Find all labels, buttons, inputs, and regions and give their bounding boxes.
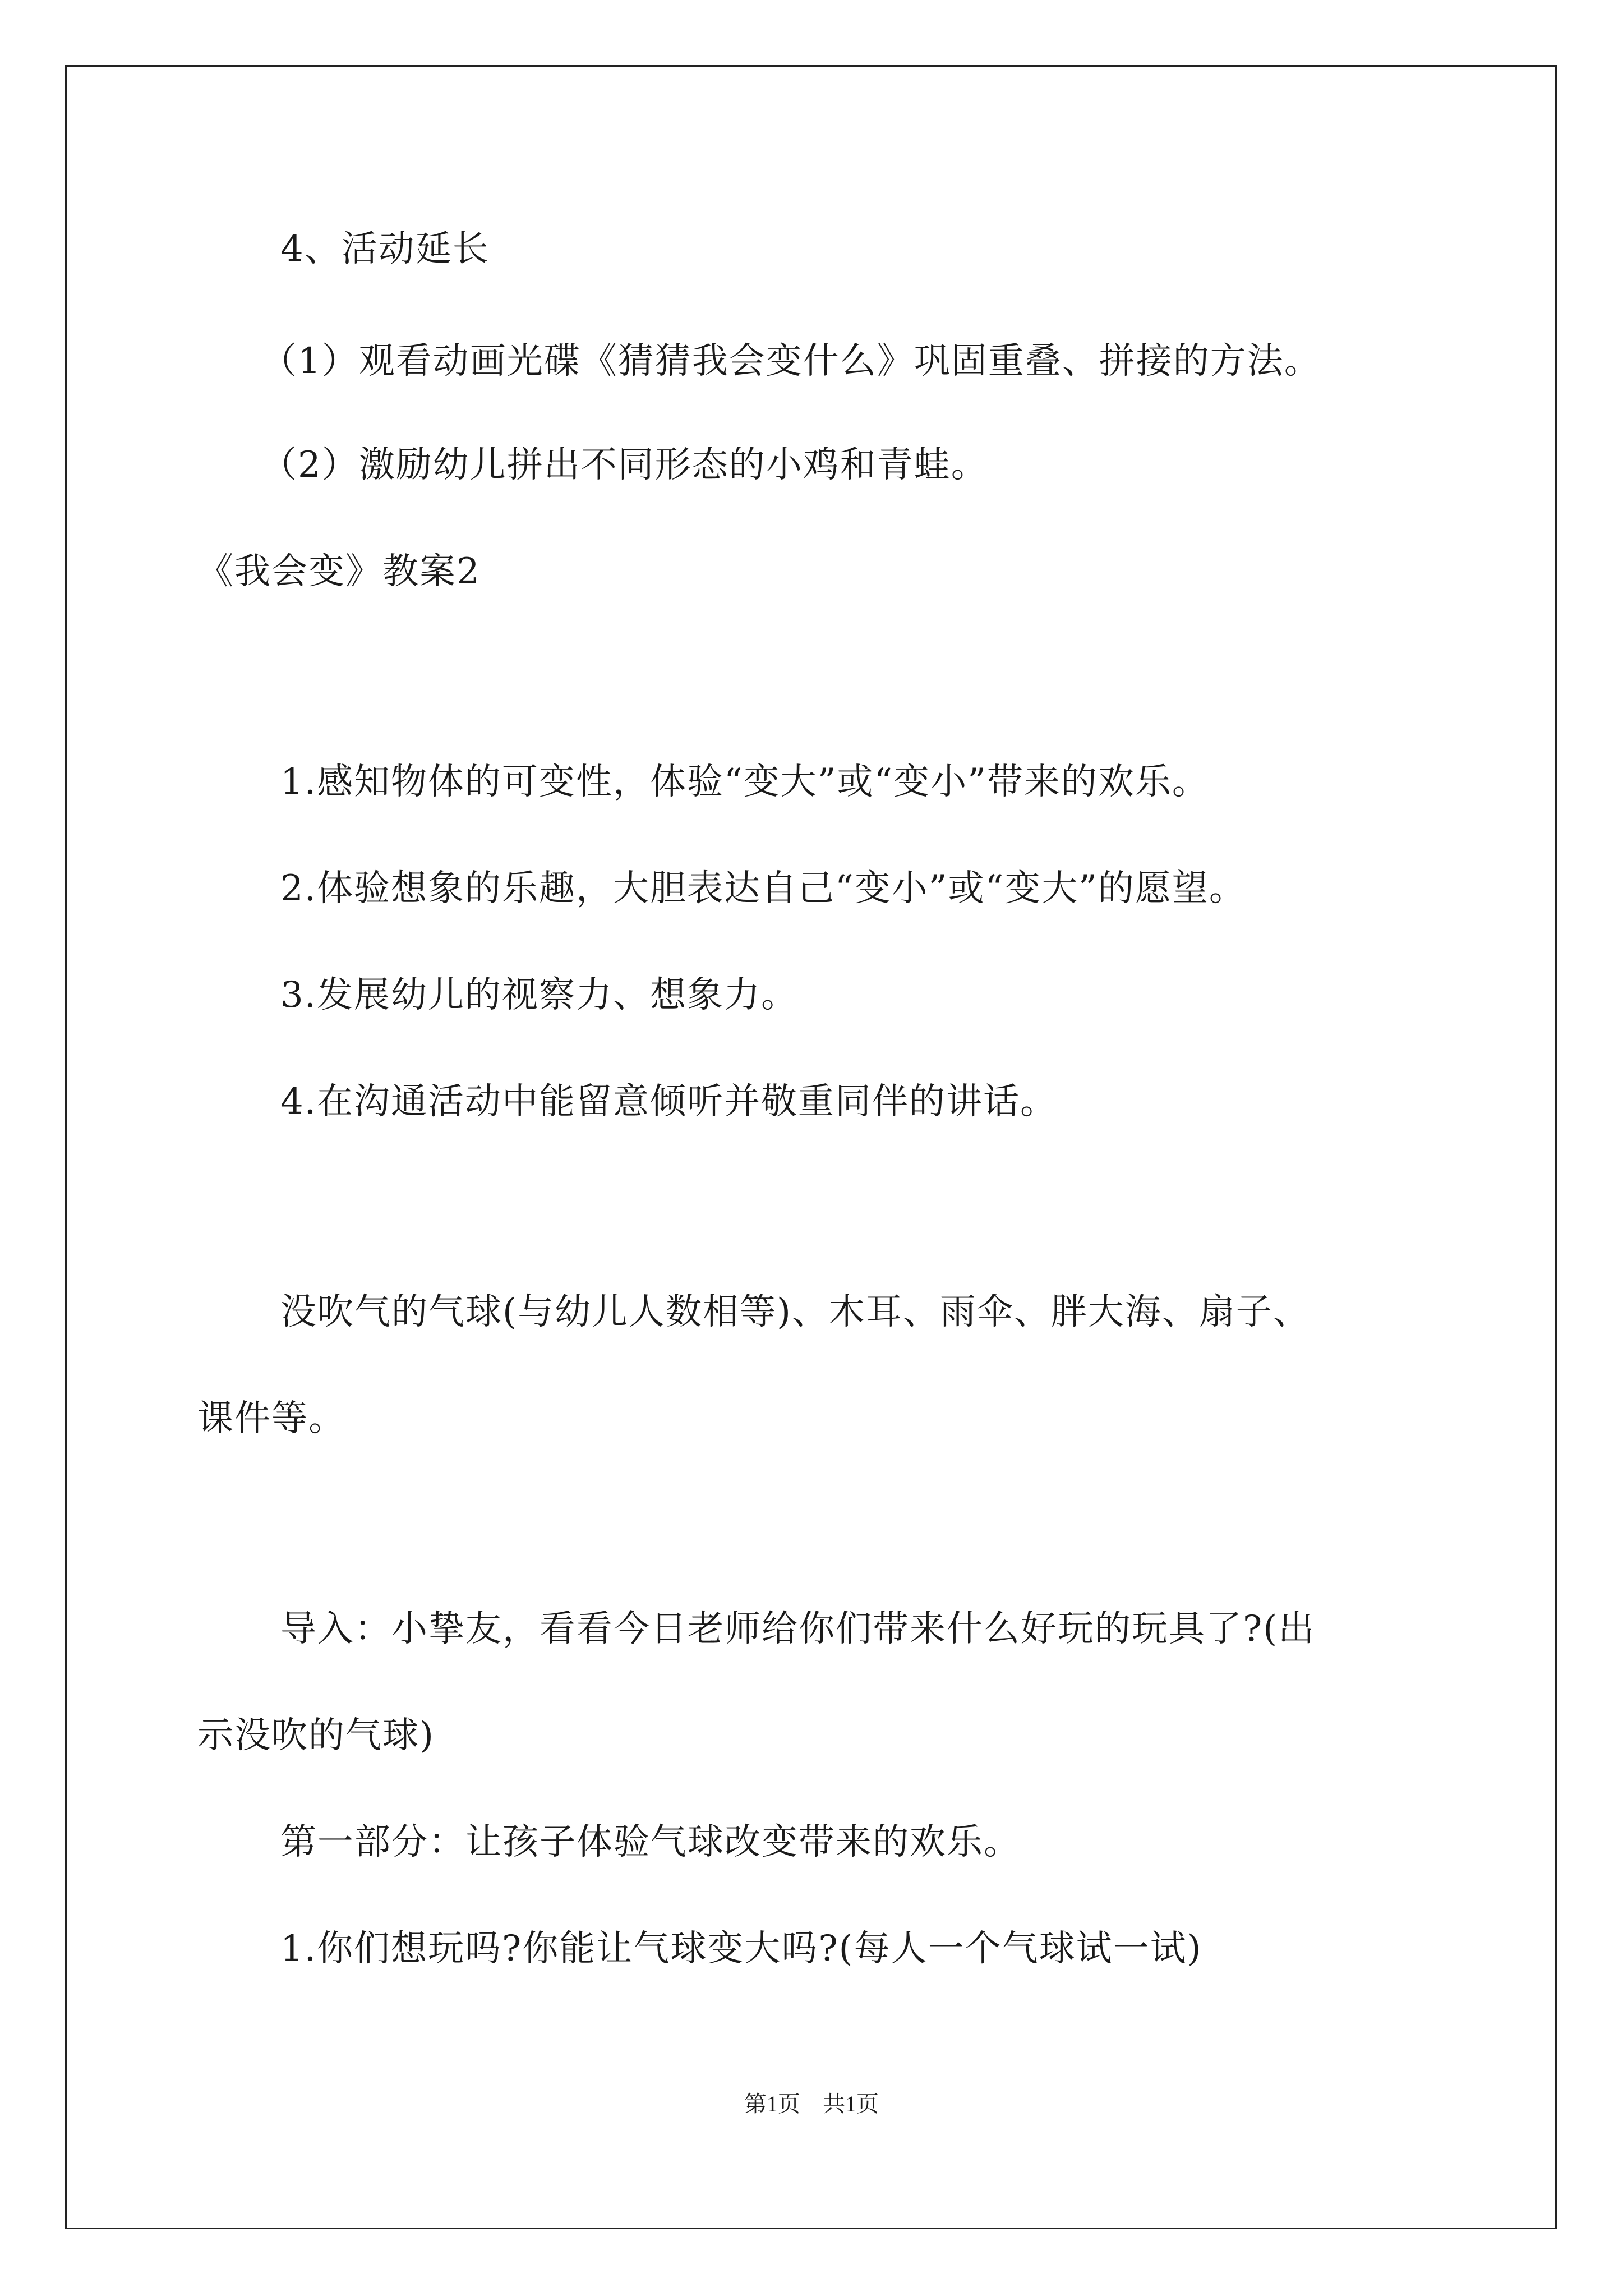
lesson-plan-title: 《我会变》教案2	[197, 551, 481, 592]
part-one-heading: 第一部分：让孩子体验气球改变带来的欢乐。	[280, 1821, 1021, 1863]
step-item: 1.你们想玩吗?你能让气球变大吗?(每人一个气球试一试)	[280, 1928, 1202, 1970]
introduction-line-continued: 示没吹的气球)	[197, 1715, 435, 1756]
objective-item: 3.发展幼儿的视察力、想象力。	[280, 974, 799, 1016]
page-number-footer: 第1页 共1页	[744, 2091, 879, 2116]
objective-item: 4.在沟通活动中能留意倾听并敬重同伴的讲话。	[280, 1081, 1058, 1122]
materials-line-continued: 课件等。	[197, 1398, 345, 1439]
section-heading-activity-extension: 4、活动延长	[280, 228, 490, 270]
objective-item: 2.体验想象的乐趣，大胆表达自己“变小”或“变大”的愿望。	[280, 868, 1246, 909]
materials-line: 没吹气的气球(与幼儿人数相等)、木耳、雨伞、胖大海、扇子、	[280, 1291, 1310, 1333]
page-border	[65, 65, 1557, 2229]
objective-item: 1.感知物体的可变性，体验“变大”或“变小”带来的欢乐。	[280, 761, 1209, 803]
introduction-line: 导入：小挚友，看看今日老师给你们带来什么好玩的玩具了?(出	[280, 1608, 1316, 1650]
paragraph-line: （1）观看动画光碟《猜猜我会变什么》巩固重叠、拼接的方法。	[261, 341, 1321, 382]
paragraph-line: （2）激励幼儿拼出不同形态的小鸡和青蛙。	[261, 444, 988, 486]
